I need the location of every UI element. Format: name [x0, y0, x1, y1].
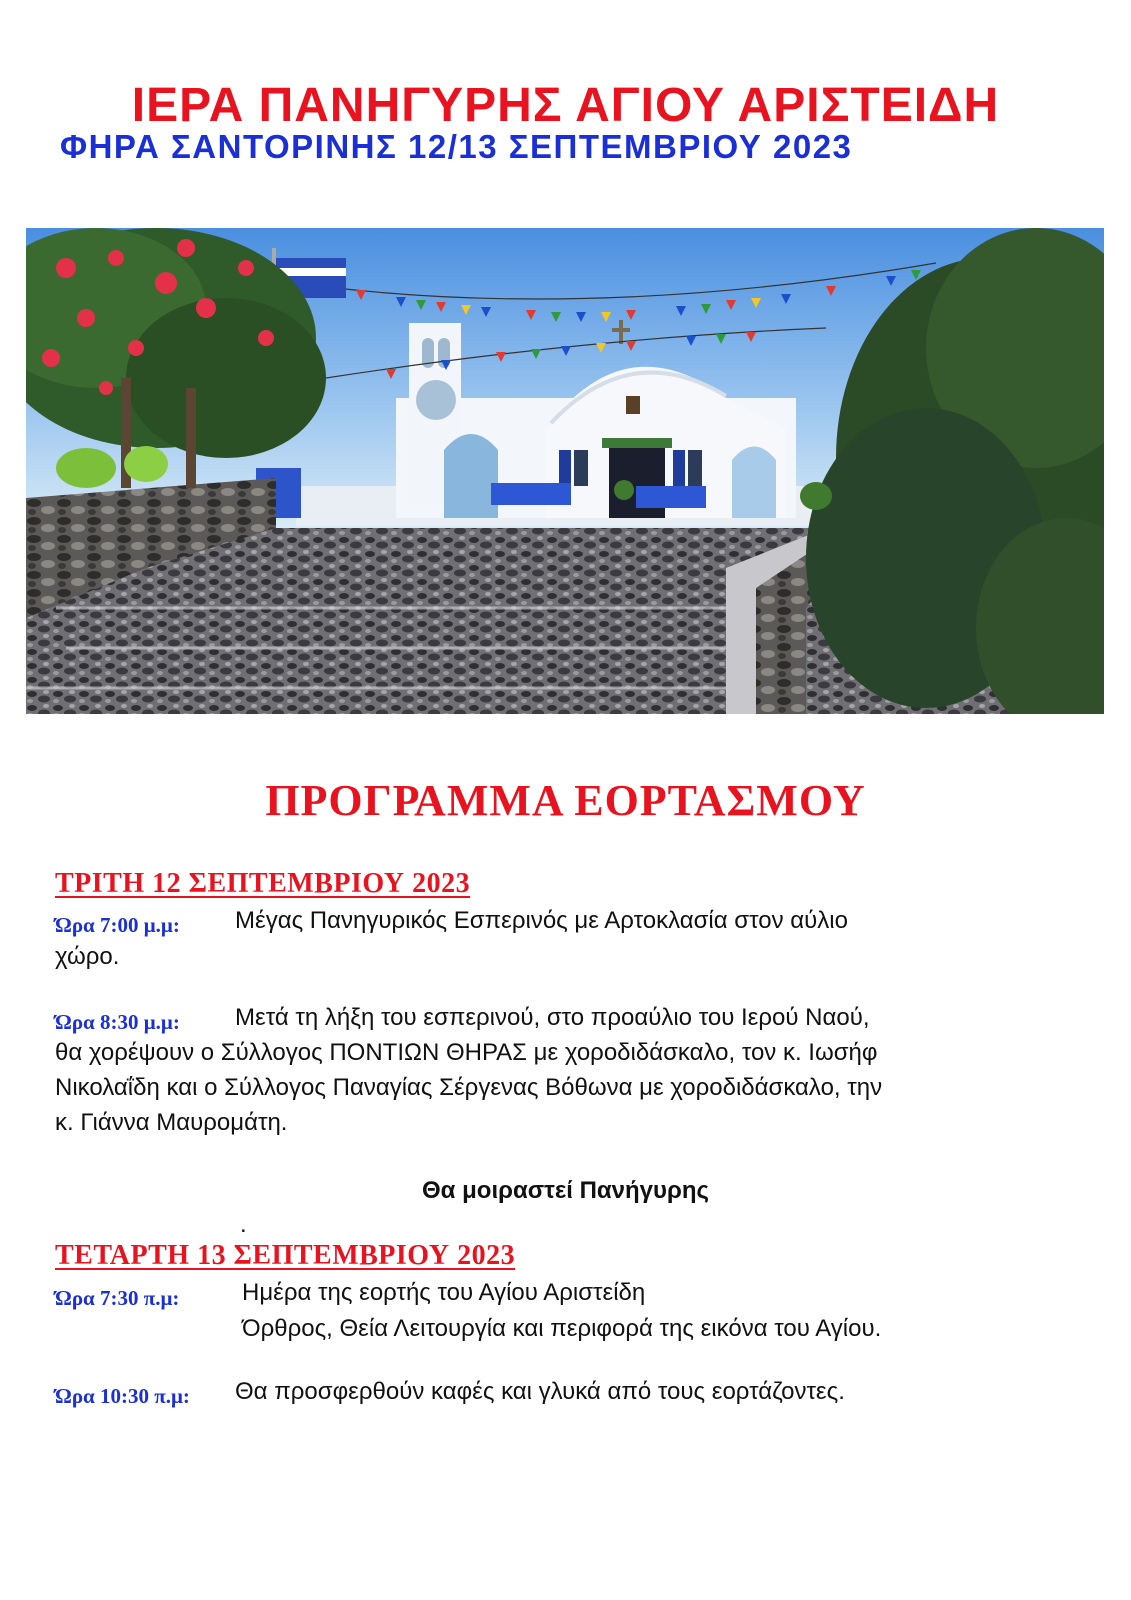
- day1-event1-time: Ώρα 7:00 μ.μ:: [55, 913, 180, 937]
- day1-event2-line1: Μετά τη λήξη του εσπερινού, στο προαύλιο του Ιερού Ναού,: [235, 1004, 870, 1031]
- day1-heading: ΤΡΙΤΗ 12 ΣΕΠΤΕΜΒΡΙΟΥ 2023: [55, 868, 471, 899]
- day2-event1-line2: Όρθρος, Θεία Λειτουργία και περιφορά της εικόνα του Αγίου.: [242, 1315, 882, 1342]
- church-photo: [26, 228, 1104, 714]
- day2-event1-line1: Ημέρα της εορτής του Αγίου Αριστείδη: [242, 1279, 646, 1306]
- day2-heading: ΤΕΤΑΡΤΗ 13 ΣΕΠΤΕΜΒΡΙΟΥ 2023: [55, 1240, 516, 1271]
- day1-event2-line3: Νικολαΐδη και ο Σύλλογος Παναγίας Σέργενας Βόθωνα με χοροδιδάσκαλο, την: [55, 1074, 883, 1101]
- day1-event1-line2: χώρο.: [55, 943, 120, 970]
- separator-dot: .: [240, 1211, 247, 1238]
- day1-event2-line4: κ. Γιάννα Μαυρομάτη.: [55, 1109, 288, 1136]
- program-title: ΠΡΟΓΡΑΜΜΑ ΕΟΡΤΑΣΜΟΥ: [265, 776, 866, 825]
- day1-event2-time: Ώρα 8:30 μ.μ:: [55, 1010, 180, 1034]
- page-subtitle: ΦΗΡΑ ΣΑΝΤΟΡΙΝΗΣ 12/13 ΣΕΠΤΕΜΒΡΙΟΥ 2023: [60, 128, 853, 165]
- day2-event1-time: Ώρα 7:30 π.μ:: [55, 1286, 180, 1310]
- day1-event2-line2: θα χορέψουν ο Σύλλογος ΠΟΝΤΙΩΝ ΘΗΡΑΣ με χοροδιδάσκαλο, τον κ. Ιωσήφ: [55, 1039, 878, 1066]
- page-title: ΙΕΡΑ ΠΑΝΗΓΥΡΗΣ ΑΓΙΟΥ ΑΡΙΣΤΕΙΔΗ: [131, 79, 1000, 132]
- day1-event1-line1: Μέγας Πανηγυρικός Εσπερινός με Αρτοκλασία στον αύλιο: [235, 907, 848, 934]
- day2-event2-time: Ώρα 10:30 π.μ:: [55, 1384, 190, 1408]
- day2-event2-line1: Θα προσφερθούν καφές και γλυκά από τους εορτάζοντες.: [235, 1378, 845, 1405]
- distribution-note: Θα μοιραστεί Πανήγυρης: [422, 1177, 709, 1204]
